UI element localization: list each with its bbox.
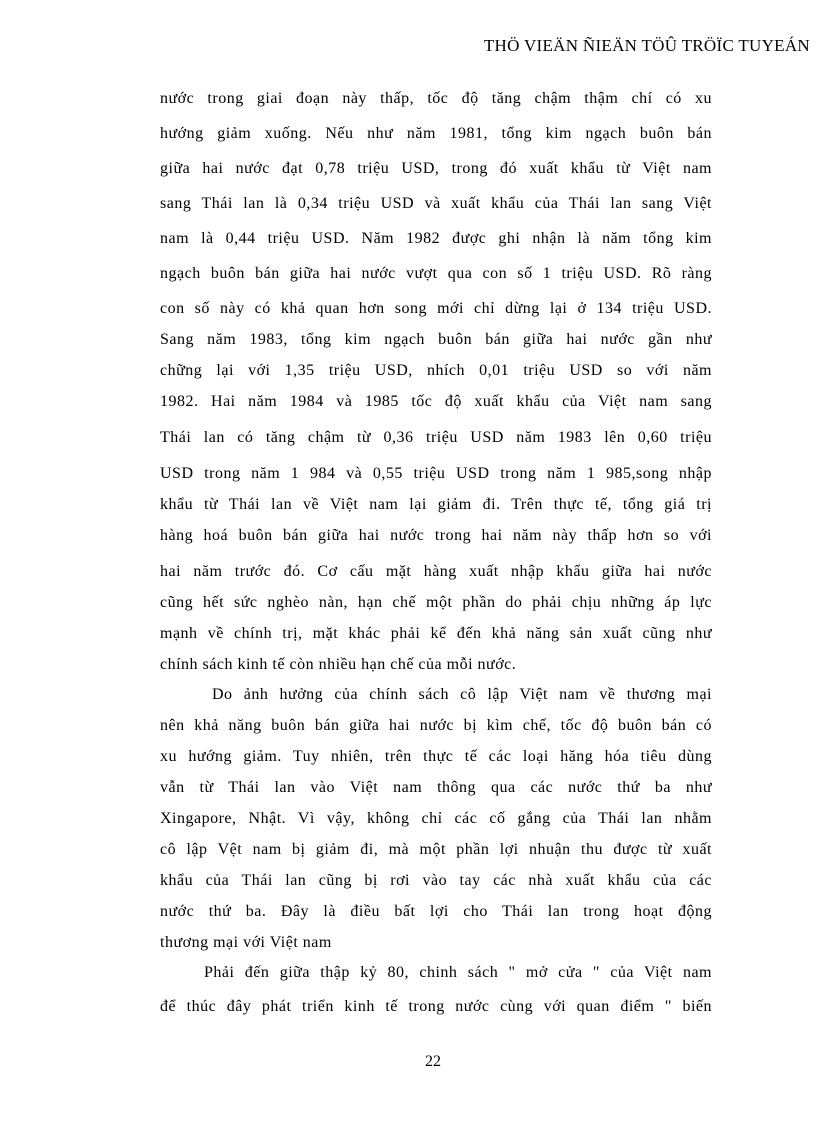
text-line: Sang năm 1983, tổng kim ngạch buôn bán giữa hai nước gần như (160, 331, 712, 348)
text-line: nước thứ ba. Đây là điều bất lợi cho Thái lan trong hoạt động (160, 903, 712, 920)
text-line: để thúc đây phát triển kinh tế trong nước cùng với quan điểm " biến (160, 998, 712, 1015)
text-line: hướng giảm xuống. Nếu như năm 1981, tổng kim ngạch buôn bán (160, 125, 712, 142)
text-line: Phải đến giữa thập kỷ 80, chinh sách " mở cửa " của Việt nam (204, 964, 712, 981)
text-line: vẫn từ Thái lan vào Việt nam thông qua các nước thứ ba như (160, 779, 712, 796)
text-line: khẩu từ Thái lan về Việt nam lại giảm đi. Trên thực tế, tổng giá trị (160, 496, 712, 513)
body-text (160, 90, 712, 1032)
text-line: hàng hoá buôn bán giữa hai nước trong hai năm này thấp hơn so với (160, 527, 712, 544)
text-line: Xingapore, Nhật. Vì vậy, không chỉ các cố gắng của Thái lan nhằm (160, 810, 712, 827)
text-line: cũng hết sức nghèo nàn, hạn chế một phần do phải chịu những áp lực (160, 594, 712, 611)
text-line: nước trong giai đoạn này thấp, tốc độ tăng chậm thậm chí có xu (160, 90, 712, 107)
text-line: thương mại với Việt nam (160, 934, 332, 951)
text-line: hai năm trước đó. Cơ cấu mặt hàng xuất nhập khẩu giữa hai nước (160, 563, 712, 580)
text-line: nam là 0,44 triệu USD. Năm 1982 được ghi nhận là năm tổng kim (160, 230, 712, 247)
text-line: 1982. Hai năm 1984 và 1985 tốc độ xuất khẩu của Việt nam sang (160, 393, 712, 410)
text-line: Thái lan có tăng chậm từ 0,36 triệu USD năm 1983 lên 0,60 triệu (160, 429, 712, 446)
page-number: 22 (425, 1053, 441, 1070)
text-line: xu hướng giảm. Tuy nhiên, trên thực tế các loại hăng hóa tiêu dùng (160, 748, 712, 765)
text-line: sang Thái lan là 0,34 triệu USD và xuất khẩu của Thái lan sang Việt (160, 195, 712, 212)
text-line: nên khả năng buôn bán giữa hai nước bị kìm chế, tốc độ buôn bán có (160, 717, 712, 734)
text-line: ngạch buôn bán giữa hai nước vượt qua con số 1 triệu USD. Rõ ràng (160, 265, 712, 282)
text-line: USD trong năm 1 984 và 0,55 triệu USD trong năm 1 985,song nhập (160, 465, 712, 482)
text-line: Do ảnh hưởng của chính sách cô lập Việt nam về thương mại (212, 686, 712, 703)
text-line: cô lập Vệt nam bị giảm đi, mà một phần lợi nhuận thu được từ xuất (160, 841, 712, 858)
text-line: khẩu của Thái lan cũng bị rơi vào tay các nhà xuất khẩu của các (160, 872, 712, 889)
text-line: giữa hai nước đạt 0,78 triệu USD, trong đó xuất khẩu từ Việt nam (160, 160, 712, 177)
text-line: con số này có khả quan hơn song mới chỉ dừng lại ở 134 triệu USD. (160, 300, 712, 317)
text-line: mạnh về chính trị, mặt khác phải kể đến khả năng sản xuất cũng như (160, 625, 712, 642)
page-header: THÖ VIEÄN ÑIEÄN TÖÛ TRÖÏC TUYEÁN (483, 36, 810, 55)
text-line: chững lại với 1,35 triệu USD, nhích 0,01 triệu USD so với năm (160, 362, 712, 379)
text-line: chính sách kinh tế còn nhiều hạn chế của mỗi nước. (160, 656, 517, 673)
